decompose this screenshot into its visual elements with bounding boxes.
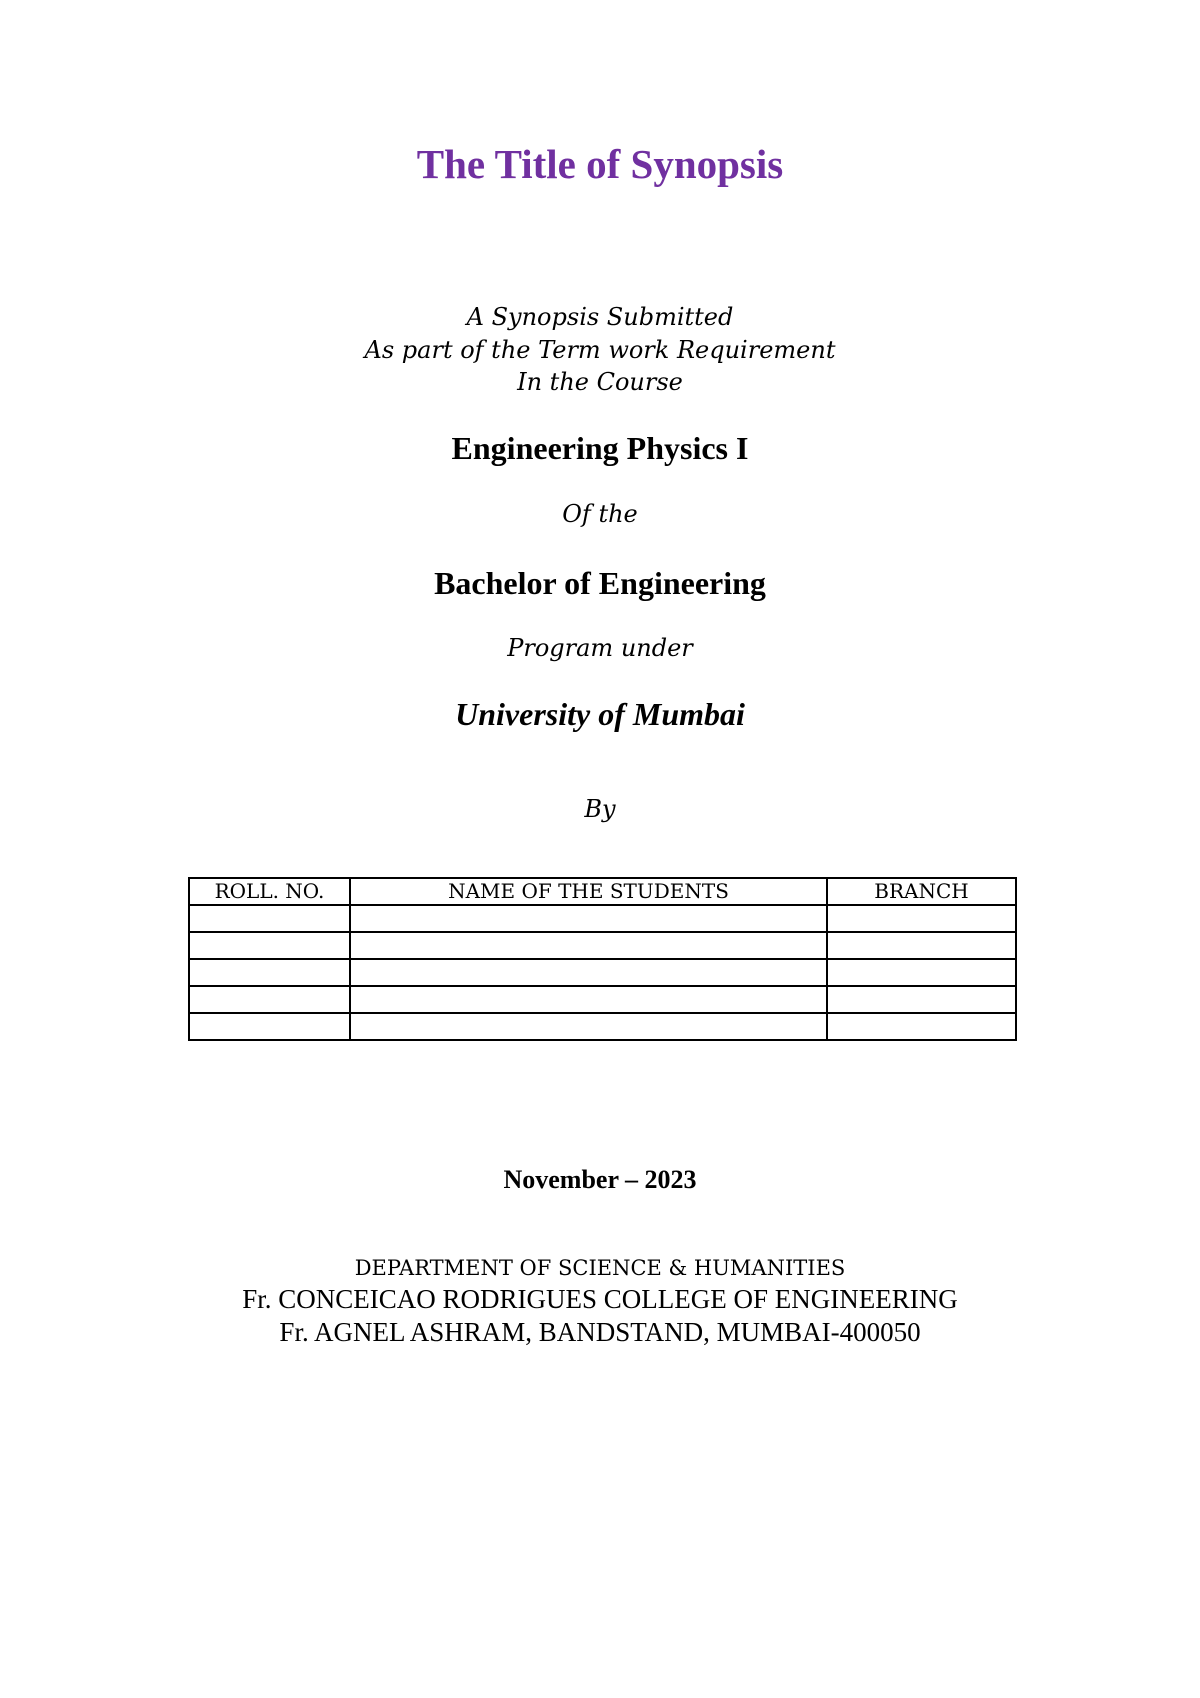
university-name: University of Mumbai (455, 696, 745, 732)
submission-date: November – 2023 (503, 1165, 697, 1194)
header-roll-no: ROLL. NO. (189, 878, 350, 905)
student-name-cell (350, 959, 827, 986)
college-address: Fr. AGNEL ASHRAM, BANDSTAND, MUMBAI-400050 (279, 1317, 921, 1347)
table-row (189, 959, 1016, 986)
branch-cell (827, 1013, 1016, 1040)
table-row (189, 905, 1016, 932)
student-name-cell (350, 1013, 827, 1040)
roll-no-cell (189, 986, 350, 1013)
table-row (189, 1013, 1016, 1040)
student-name-cell (350, 905, 827, 932)
student-name-cell (350, 986, 827, 1013)
submission-line-1: A Synopsis Submitted (466, 303, 734, 331)
degree-name: Bachelor of Engineering (434, 565, 766, 601)
course-name: Engineering Physics I (451, 430, 749, 466)
submission-line-3: In the Course (517, 368, 683, 396)
program-under-text: Program under (507, 634, 693, 662)
table-header-row (189, 878, 1016, 905)
roll-no-cell (189, 959, 350, 986)
roll-no-cell (189, 1013, 350, 1040)
roll-no-cell (189, 905, 350, 932)
table-row (189, 986, 1016, 1013)
of-the-text: Of the (562, 500, 638, 528)
header-branch: BRANCH (827, 878, 1016, 905)
branch-cell (827, 905, 1016, 932)
submission-line-2: As part of the Term work Requirement (364, 336, 836, 364)
table-row (189, 932, 1016, 959)
by-text: By (584, 795, 616, 823)
department-name: DEPARTMENT OF SCIENCE & HUMANITIES (354, 1256, 846, 1280)
branch-cell (827, 932, 1016, 959)
student-name-cell (350, 932, 827, 959)
branch-cell (827, 959, 1016, 986)
header-student-names: NAME OF THE STUDENTS (350, 878, 827, 905)
synopsis-title: The Title of Synopsis (416, 141, 784, 187)
students-table (188, 877, 1017, 1041)
branch-cell (827, 986, 1016, 1013)
college-name: Fr. CONCEICAO RODRIGUES COLLEGE OF ENGINEERING (242, 1284, 958, 1314)
roll-no-cell (189, 932, 350, 959)
